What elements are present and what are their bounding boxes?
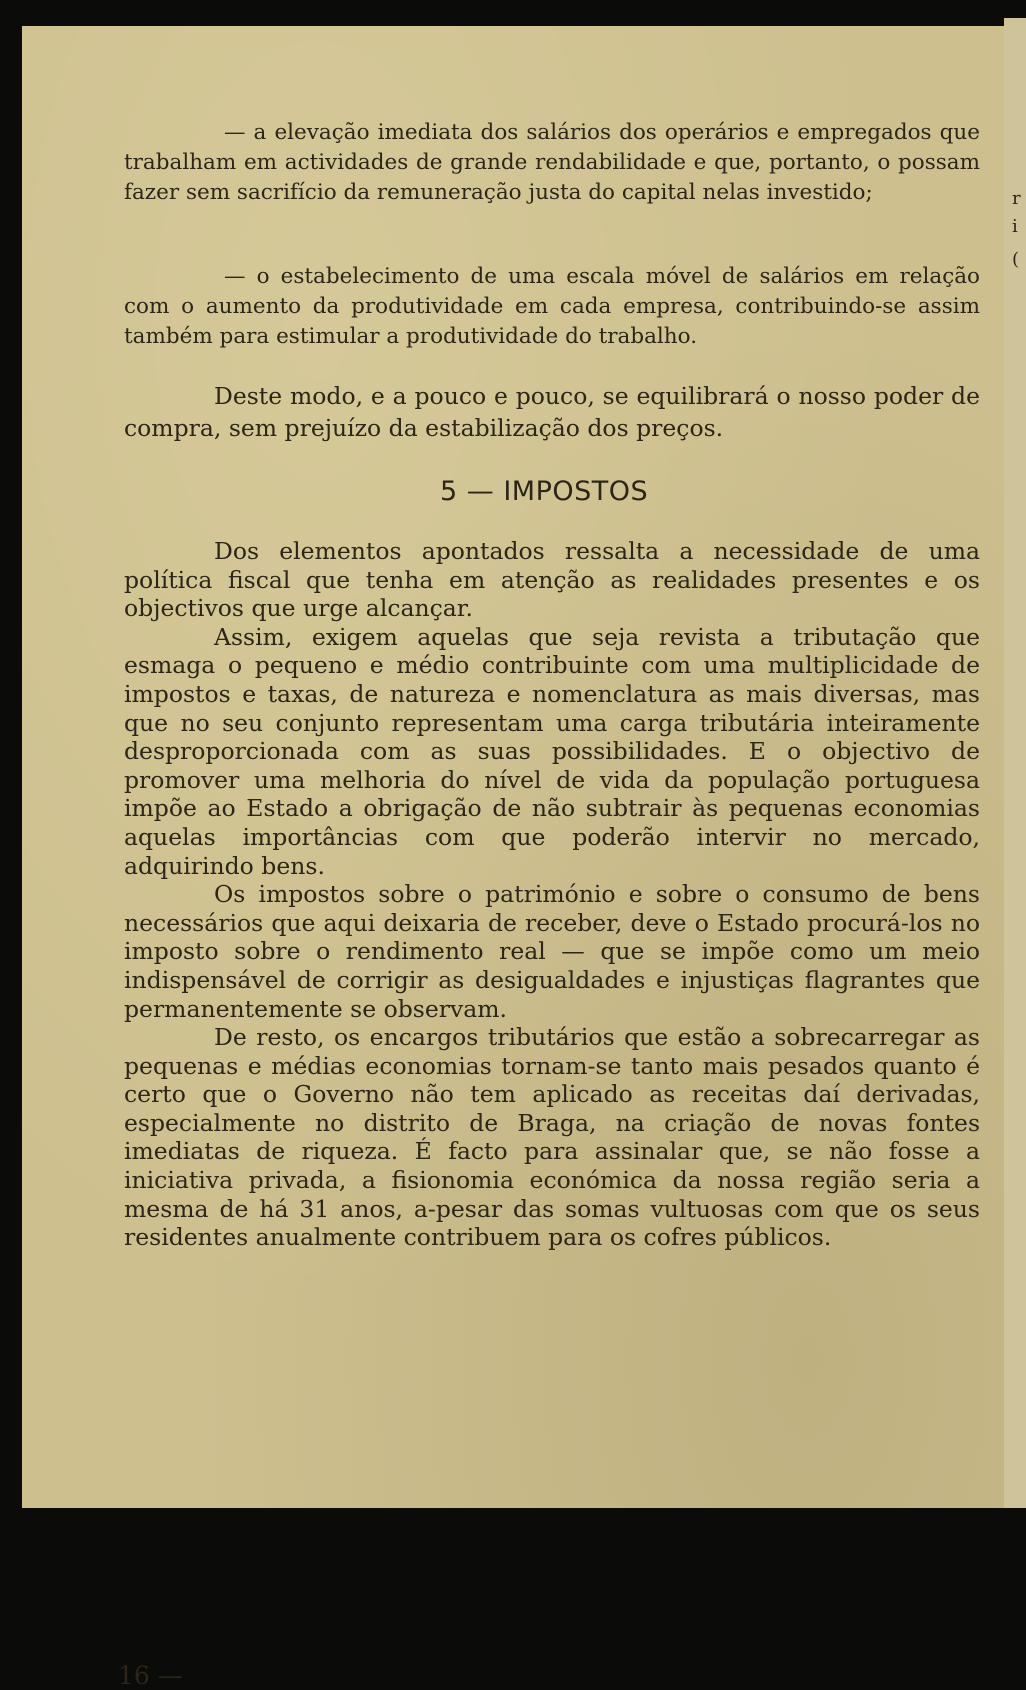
adjacent-page-edge: r i ( (1004, 18, 1026, 1508)
paragraph-wage-scale: — o estabelecimento de uma escala móvel de salários em relação com o aumento da produtividade em cada empresa, contribuindo-se assim também para estimular a produtividade do trabalho. (124, 264, 980, 349)
page-number: 16 — (118, 1661, 183, 1690)
section-body (124, 537, 980, 1252)
section-heading: 5 — IMPOSTOS (440, 476, 649, 507)
paragraph-taxation: Assim, exigem aquelas que seja revista a tributação que esmaga o pequeno e médio contribuinte com uma multiplicidade de impostos e taxas, de natureza e nomenclatura as mais diversas, mas que no seu conjunto representam uma carga tributária inteiramente desproporcionada com as suas possibilidades. E o objectivo de promover uma melhoria do nível de vida da população portuguesa impõe ao Estado a obrigação de não subtrair às pequenas economias aquelas importâncias com que poderão intervir no mercado, adquirindo bens. (124, 622, 980, 880)
paragraph-tax-burdens: De resto, os encargos tributários que estão a sobrecarregar as pequenas e médias economias tornam-se tanto mais pesados quanto é certo que o Governo não tem aplicado as receitas daí derivadas, especialmente no distrito de Braga, na criação de novas fontes imediatas de riqueza. É facto para assinalar que, se não fosse a iniciativa privada, a fisionomia económica da nossa região seria a mesma de há 31 anos, a-pesar das somas vultuosas com que os seus residentes anualmente contribuem para os cofres públicos. (124, 1023, 980, 1252)
paragraph-wage-increase: — a elevação imediata dos salários dos operários e empregados que trabalham em actividades de grande rendabilidade e que, portanto, o possam fazer sem sacrifício da remuneração justa do capital nelas investido; (124, 120, 980, 205)
paragraph-fiscal-policy: Dos elementos apontados ressalta a necessidade de uma política fiscal que tenha em atenção as realidades presentes e os objectivos que urge alcançar. (124, 537, 980, 623)
paragraph-purchasing-power: Deste modo, e a pouco e pouco, se equilibrará o nosso poder de compra, sem prejuízo da estabilização dos preços. (124, 382, 980, 442)
paragraph-income-tax: Os impostos sobre o património e sobre o consumo de bens necessários que aqui deixaria de receber, deve o Estado procurá-los no imposto sobre o rendimento real — que se impõe como um meio indispensável de corrigir as desigualdades e injustiças flagrantes que permanentemente se observam. (124, 880, 980, 1023)
